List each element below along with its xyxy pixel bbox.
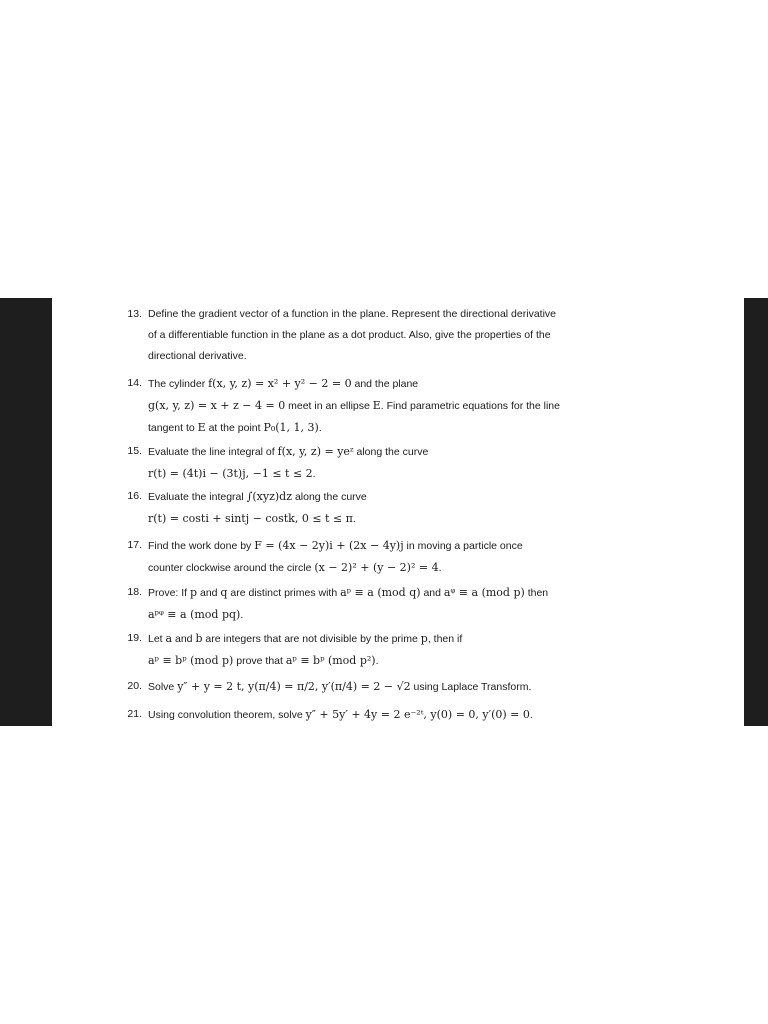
text: . [240,609,244,621]
text: and [172,633,196,645]
question-16 [127,486,708,530]
text: , then if [427,633,463,645]
math-symbol: E [197,421,206,434]
question-17 [127,535,708,579]
text: counter clockwise around the circle [148,562,315,574]
math-expression: aᵖ ≡ bᵖ (mod p) [148,654,234,667]
text: meet in an ellipse [285,400,373,412]
text: prove that [233,655,286,667]
question-14 [127,373,708,439]
question-line [148,582,708,604]
question-19 [127,628,708,672]
question-number: 14. [127,377,142,389]
text: The cylinder [148,378,209,390]
text: . [375,655,379,667]
text: . [438,562,442,574]
text: Solve [148,681,178,693]
right-dark-border [744,298,768,726]
question-21 [127,704,708,726]
question-line [148,373,708,395]
question-line [148,628,708,650]
text: then [524,587,549,599]
text: . [529,709,533,721]
question-line [148,676,708,698]
math-expression: aᵠ ≡ a (mod p) [443,586,525,599]
question-line [148,557,708,579]
text: along the curve [292,491,367,503]
question-20 [127,676,708,698]
math-expression: aᵖ ≡ a (mod q) [340,586,421,599]
question-line [148,704,708,726]
math-expression: y″ + y = 2 t, y(π/4) = π/2, y′(π/4) = 2 − √2 [177,680,411,693]
question-line: of a differentiable function in the plane as a dot product. Also, give the properties of the [148,329,551,341]
math-symbol: a [165,632,173,645]
text: tangent to [148,422,198,434]
question-line [148,650,708,672]
math-symbol: p [190,586,198,599]
text: at the point [205,422,264,434]
question-15 [127,441,708,485]
math-expression: f(x, y, z) = x² + y² − 2 = 0 [208,377,352,390]
question-line [148,508,708,530]
question-13 [127,304,708,367]
question-line: Define the gradient vector of a function in the plane. Represent the directional derivative [148,308,556,320]
math-expression: aᵖ ≡ bᵖ (mod p²) [285,654,376,667]
math-expression: g(x, y, z) = x + z − 4 = 0 [148,399,286,412]
question-number: 18. [127,586,142,598]
question-number: 15. [127,445,142,457]
math-expression: y″ + 5y′ + 4y = 2 e⁻²ᵗ, y(0) = 0, y′(0) = 0 [305,708,530,721]
left-dark-border [0,298,52,726]
math-expression: P₀(1, 1, 3) [263,421,319,434]
math-expression: ∫(xyz)dz [246,490,293,503]
text: . Find parametric equations for the line [380,400,560,412]
text: . [312,468,316,480]
text: and the plane [351,378,419,390]
text: Let [148,633,166,645]
question-line [148,417,708,439]
math-symbol: q [220,586,228,599]
text: are distinct primes with [227,587,341,599]
text: and [420,587,444,599]
math-expression: (x − 2)² + (y − 2)² = 4 [314,561,439,574]
question-number: 20. [127,680,142,692]
question-number: 21. [127,708,142,720]
text: using Laplace Transform. [410,681,532,693]
math-symbol: E [372,399,381,412]
text: Prove: If [148,587,191,599]
text: . [352,513,356,525]
math-expression: r(t) = costi + sintj − costk, 0 ≤ t ≤ π [148,512,353,525]
text: Find the work done by [148,540,255,552]
text: in moving a particle once [403,540,523,552]
question-sheet [52,298,744,726]
question-18 [127,582,708,626]
question-line [148,463,708,485]
question-line [148,441,708,463]
question-number: 13. [127,308,142,320]
question-line [148,486,708,508]
text: are integers that are not divisible by the prime [202,633,421,645]
text: Evaluate the integral [148,491,247,503]
math-expression: aᵖᵠ ≡ a (mod pq) [148,608,241,621]
math-symbol: p [420,632,428,645]
text: Evaluate the line integral of [148,446,278,458]
math-expression: f(x, y, z) = yeᶻ [277,445,354,458]
math-expression: F = (4x − 2y)i + (2x − 4y)j [254,539,404,552]
text: along the curve [353,446,429,458]
math-symbol: b [195,632,203,645]
text: . [318,422,322,434]
text: Using convolution theorem, solve [148,709,306,721]
question-line [148,604,708,626]
question-line [148,395,708,417]
math-expression: r(t) = (4t)i − (3t)j, −1 ≤ t ≤ 2 [148,467,313,480]
question-number: 16. [127,490,142,502]
question-line [148,535,708,557]
question-line: directional derivative. [148,350,247,362]
question-number: 17. [127,539,142,551]
question-number: 19. [127,632,142,644]
text: and [197,587,221,599]
